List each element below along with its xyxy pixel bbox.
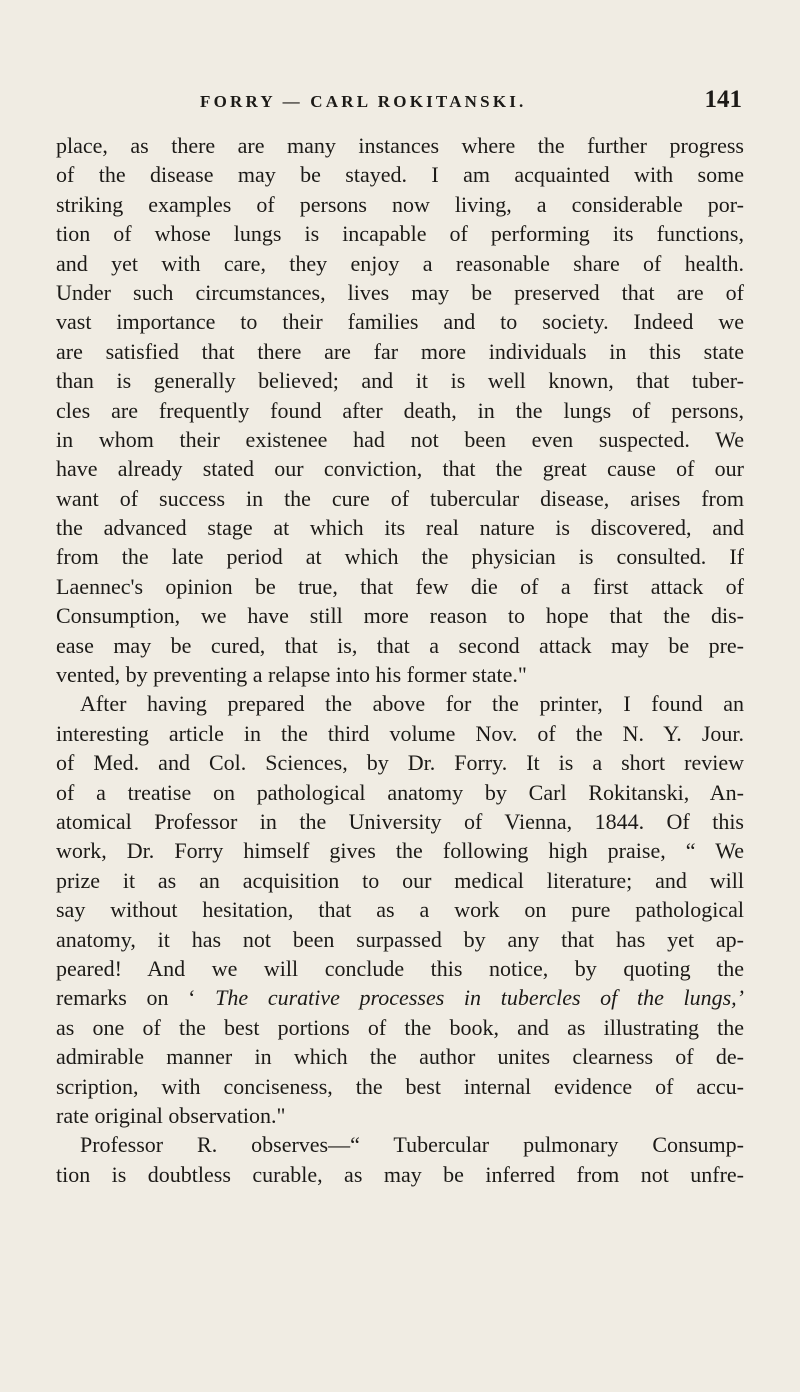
text-line: interesting article in the third volume Nov. of the N. Y. Jour.: [56, 720, 744, 746]
text-line: are satisfied that there are far more individuals in this state: [56, 338, 744, 364]
text-line: of Med. and Col. Sciences, by Dr. Forry. It is a short review: [56, 750, 744, 776]
text-line: prize it as an acquisition to our medical literature; and will: [56, 867, 744, 893]
text-line: scription, with conciseness, the best internal evidence of accu-: [56, 1073, 744, 1099]
text-line: of the disease may be stayed. I am acquainted with some: [56, 162, 744, 188]
text-line: atomical Professor in the University of Vienna, 1844. Of this: [56, 808, 744, 834]
text-line: vented, by preventing a relapse into his former state.": [56, 662, 527, 688]
text-line: rate original observation.": [56, 1102, 286, 1128]
running-title: FORRY — CARL ROKITANSKI.: [200, 92, 527, 111]
text-line: Professor R. observes—“ Tubercular pulmonary Consump-: [80, 1132, 744, 1158]
body-text: [56, 131, 744, 1189]
text-line: ease may be cured, that is, that a second attack may be pre-: [56, 632, 744, 658]
text-line: After having prepared the above for the printer, I found an: [80, 691, 744, 717]
text-line: peared! And we will conclude this notice, by quoting the: [56, 955, 744, 981]
text-line: cles are frequently found after death, in the lungs of persons,: [56, 397, 744, 423]
text-line: and yet with care, they enjoy a reasonable share of health.: [56, 250, 744, 276]
text-line: than is generally believed; and it is well known, that tuber-: [56, 368, 744, 394]
text-line: of a treatise on pathological anatomy by Carl Rokitanski, An-: [56, 779, 744, 805]
text-line: place, as there are many instances where the further progress: [56, 133, 744, 158]
text-line: striking examples of persons now living, a considerable por-: [56, 191, 744, 217]
text-line: as one of the best portions of the book, and as illustrating the: [56, 1014, 744, 1040]
text-line: from the late period at which the physician is consulted. If: [56, 544, 744, 570]
text-line: the advanced stage at which its real nature is discovered, and: [56, 515, 744, 541]
text-line: in whom their existenee had not been even suspected. We: [56, 426, 744, 452]
text-line-with-italic-title: [56, 983, 744, 1012]
text-line: Laennec's opinion be true, that few die of a first attack of: [56, 573, 744, 599]
text-line: admirable manner in which the author unites clearness of de-: [56, 1044, 744, 1070]
text-line: say without hesitation, that as a work on pure pathological: [56, 897, 744, 923]
text-line: have already stated our conviction, that the great cause of our: [56, 456, 744, 482]
page-number: 141: [704, 86, 742, 113]
text-line: vast importance to their families and to society. Indeed we: [56, 309, 744, 335]
text-line: work, Dr. Forry himself gives the following high praise, “ We: [56, 838, 744, 864]
text-line: want of success in the cure of tubercular disease, arises from: [56, 485, 744, 511]
running-head: [200, 86, 742, 116]
text-line: tion of whose lungs is incapable of performing its functions,: [56, 221, 744, 247]
text-line: Consumption, we have still more reason to hope that the dis-: [56, 603, 744, 629]
text-line: anatomy, it has not been surpassed by any that has yet ap-: [56, 926, 744, 952]
text-line: Under such circumstances, lives may be preserved that are of: [56, 279, 744, 305]
text-line: tion is doubtless curable, as may be inferred from not unfre-: [56, 1161, 744, 1187]
italic-title: The curative processes in tubercles of the lungs,’: [215, 985, 744, 1011]
text-segment: remarks on ‘: [56, 985, 216, 1011]
